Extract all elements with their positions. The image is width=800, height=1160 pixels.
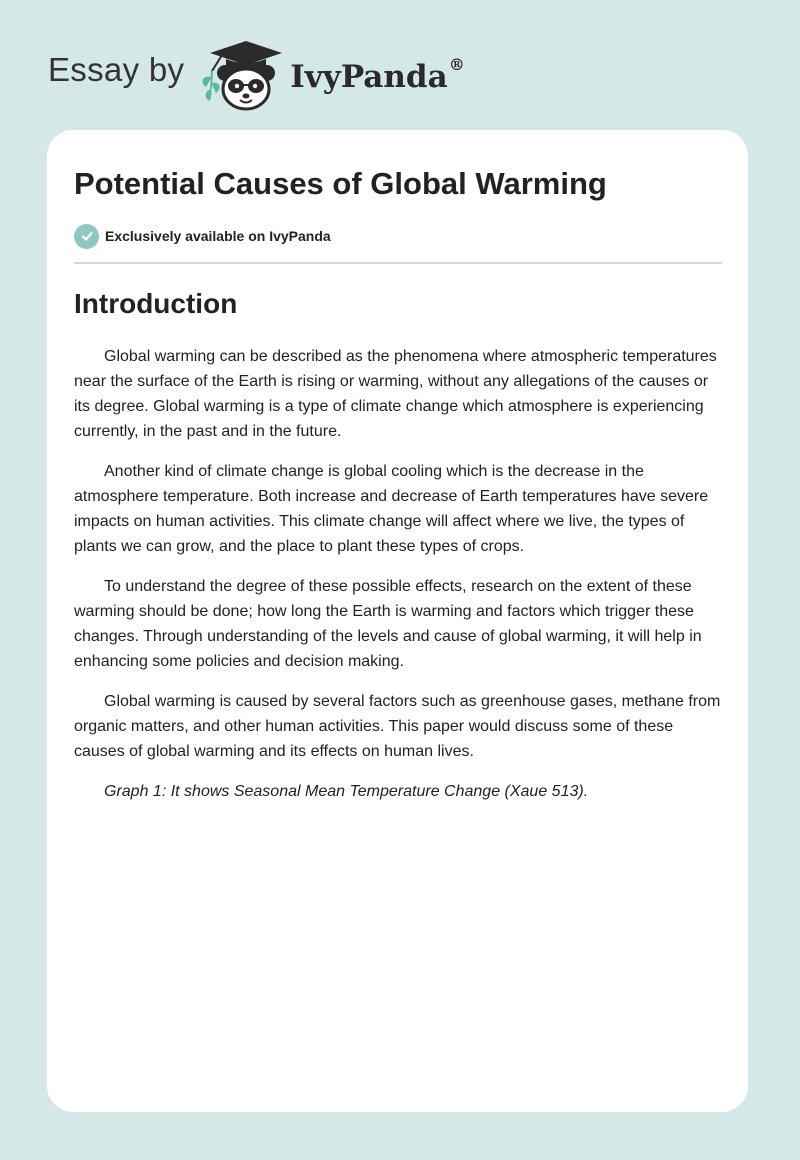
article-body <box>74 344 722 804</box>
registered-mark: ® <box>448 55 465 74</box>
graph-caption: Graph 1: It shows Seasonal Mean Temperature Change (Xaue 513). <box>104 783 589 800</box>
exclusive-badge <box>74 222 722 250</box>
section-heading: Introduction <box>74 288 238 319</box>
exclusive-label: Exclusively available on IvyPanda <box>105 228 331 244</box>
paragraph: Global warming can be described as the phenomena where atmospheric temperatures near the surface of the Earth is rising or warming, without any allegations of the causes or its degree. Global warming is a type of climate change which atmosphere is experiencing currently, in the past and in the future. <box>74 348 717 440</box>
page-title: Potential Causes of Global Warming <box>74 166 607 201</box>
essay-card <box>47 130 748 1112</box>
paragraph: To understand the degree of these possible effects, research on the extent of these warming should be done; how long the Earth is warming and factors which trigger these changes. Through understanding of the levels and cause of global warming, it will help in enhancing some policies and decision making. <box>74 578 702 670</box>
ivypanda-logo-link[interactable] <box>198 37 464 111</box>
essay-by-label: Essay by <box>48 51 185 88</box>
panda-logo-icon <box>198 37 284 111</box>
brand-name: IvyPanda® <box>290 55 465 95</box>
site-header <box>48 34 465 114</box>
divider <box>74 262 722 264</box>
paragraph: Another kind of climate change is global cooling which is the decrease in the atmosphere temperature. Both increase and decrease of Earth temperatures have severe impacts on human activities. This climate change will affect where we live, the types of plants we can grow, and the place to plant these types of crops. <box>74 463 709 555</box>
check-icon <box>74 224 99 249</box>
paragraph: Global warming is caused by several factors such as greenhouse gases, methane from organic matters, and other human activities. This paper would discuss some of these causes of global warming and its effects on human lives. <box>74 693 721 760</box>
